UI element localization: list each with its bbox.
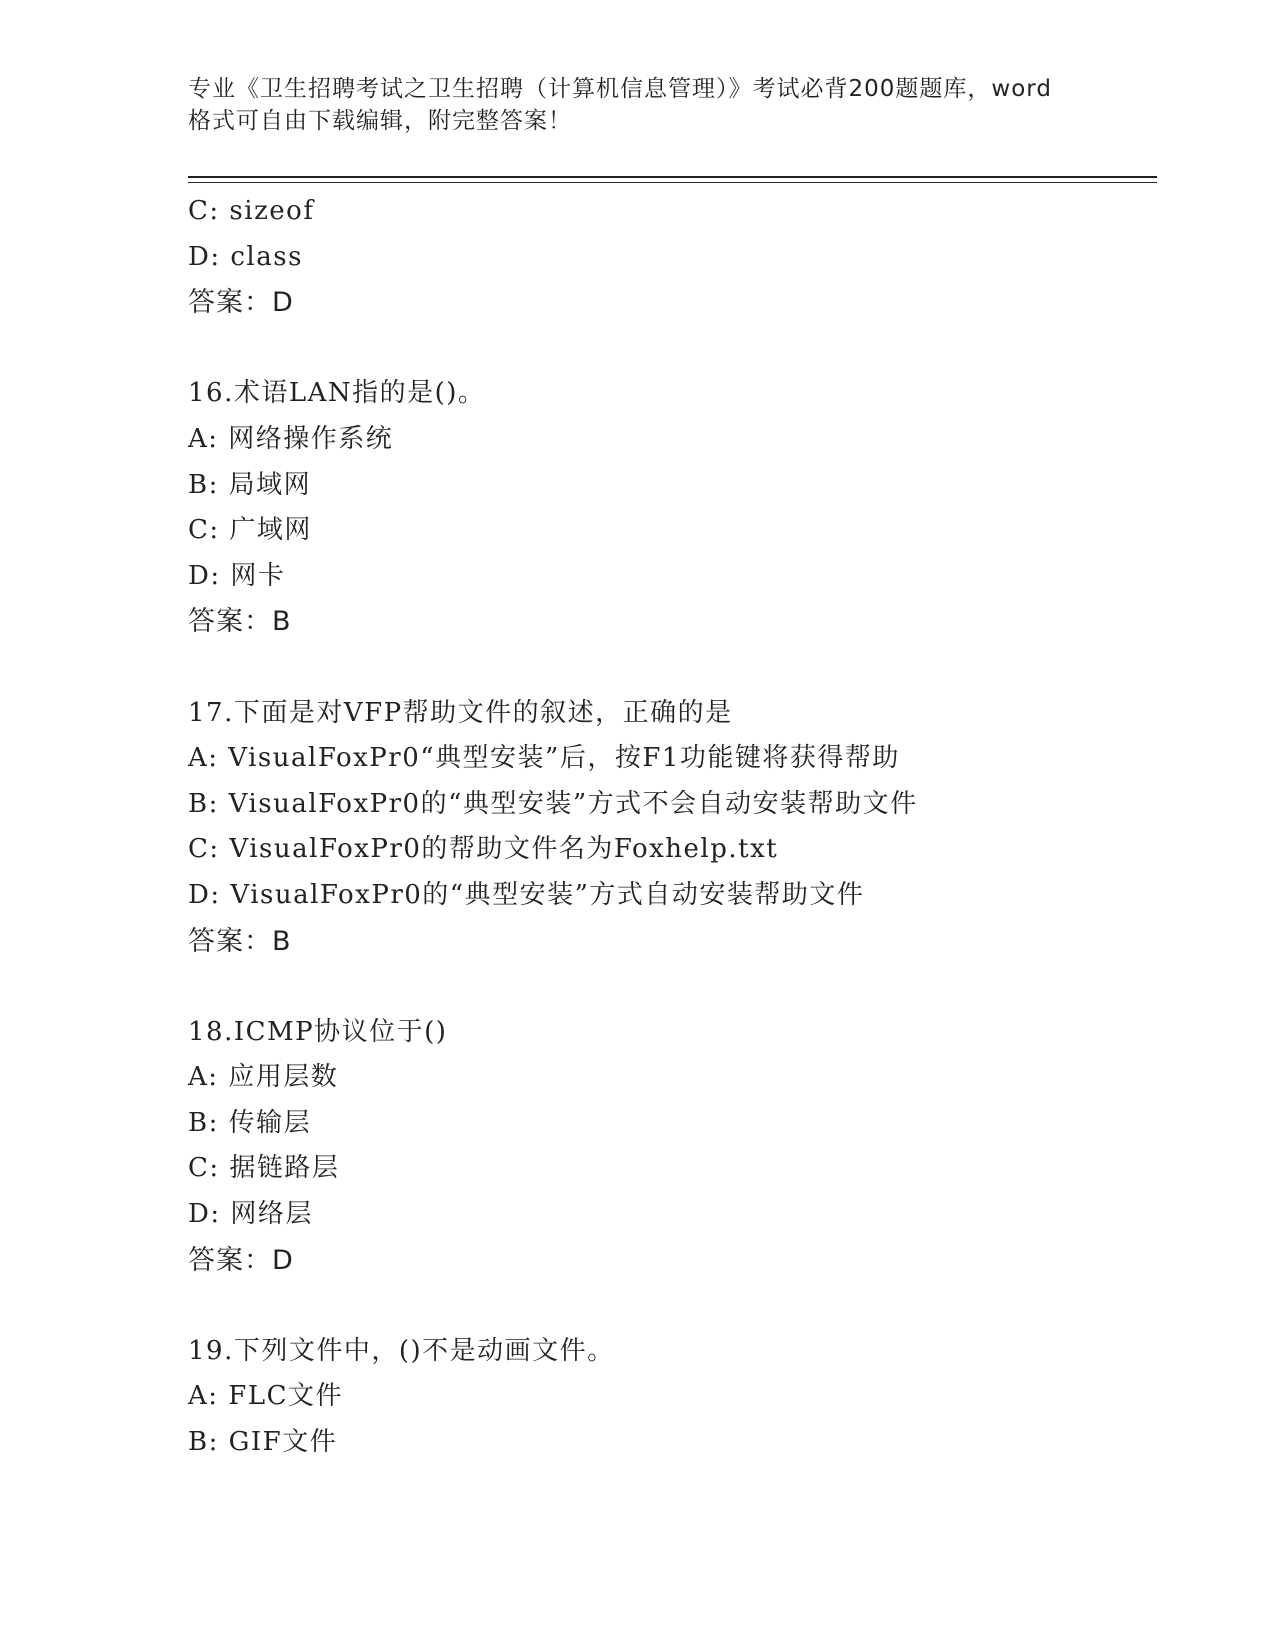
- answer-line: 答案：D: [188, 1244, 294, 1276]
- question-stem: 17.下面是对VFP帮助文件的叙述，正确的是: [188, 697, 733, 728]
- document-header: [188, 73, 1088, 137]
- spacer: [188, 645, 1157, 691]
- option-d: D: class: [188, 241, 303, 272]
- option-c: C: 广域网: [188, 515, 312, 546]
- option-b: B: VisualFoxPr0的“典型安装”方式不会自动安装帮助文件: [188, 788, 918, 819]
- option-a: A: 网络操作系统: [188, 423, 394, 454]
- question-list: [188, 189, 1157, 1466]
- question-18: [188, 1010, 1157, 1284]
- header-divider-thin: [188, 182, 1157, 183]
- option-a: A: 应用层数: [188, 1062, 339, 1093]
- question-15-continuation: [188, 189, 1157, 326]
- question-16: [188, 371, 1157, 645]
- answer-line: 答案：B: [188, 606, 292, 638]
- option-b: B: 局域网: [188, 469, 312, 500]
- spacer: [188, 964, 1157, 1010]
- option-d: D: VisualFoxPr0的“典型安装”方式自动安装帮助文件: [188, 879, 865, 910]
- option-d: D: 网络层: [188, 1199, 313, 1230]
- option-a: A: VisualFoxPr0“典型安装”后，按F1功能键将获得帮助: [188, 743, 900, 774]
- option-b: B: 传输层: [188, 1107, 312, 1138]
- question-19: [188, 1329, 1157, 1466]
- option-d: D: 网卡: [188, 560, 286, 591]
- question-stem: 18.ICMP协议位于(): [188, 1016, 448, 1047]
- option-c: C: VisualFoxPr0的帮助文件名为Foxhelp.txt: [188, 834, 779, 865]
- spacer: [188, 1283, 1157, 1329]
- header-title-line-2: 格式可自由下载编辑，附完整答案！: [188, 108, 572, 134]
- option-a: A: FLC文件: [188, 1381, 344, 1412]
- spacer: [188, 326, 1157, 372]
- question-17: [188, 691, 1157, 965]
- option-c: C: 据链路层: [188, 1153, 340, 1184]
- header-divider-thick: [188, 176, 1157, 178]
- answer-line: 答案：B: [188, 925, 292, 957]
- question-stem: 19.下列文件中，()不是动画文件。: [188, 1335, 615, 1366]
- option-c: C: sizeof: [188, 196, 315, 226]
- answer-line: 答案：D: [188, 287, 294, 319]
- question-stem: 16.术语LAN指的是()。: [188, 378, 486, 409]
- option-b: B: GIF文件: [188, 1427, 338, 1458]
- header-title-line-1: 专业《卫生招聘考试之卫生招聘（计算机信息管理）》考试必背200题题库，word: [188, 76, 1052, 102]
